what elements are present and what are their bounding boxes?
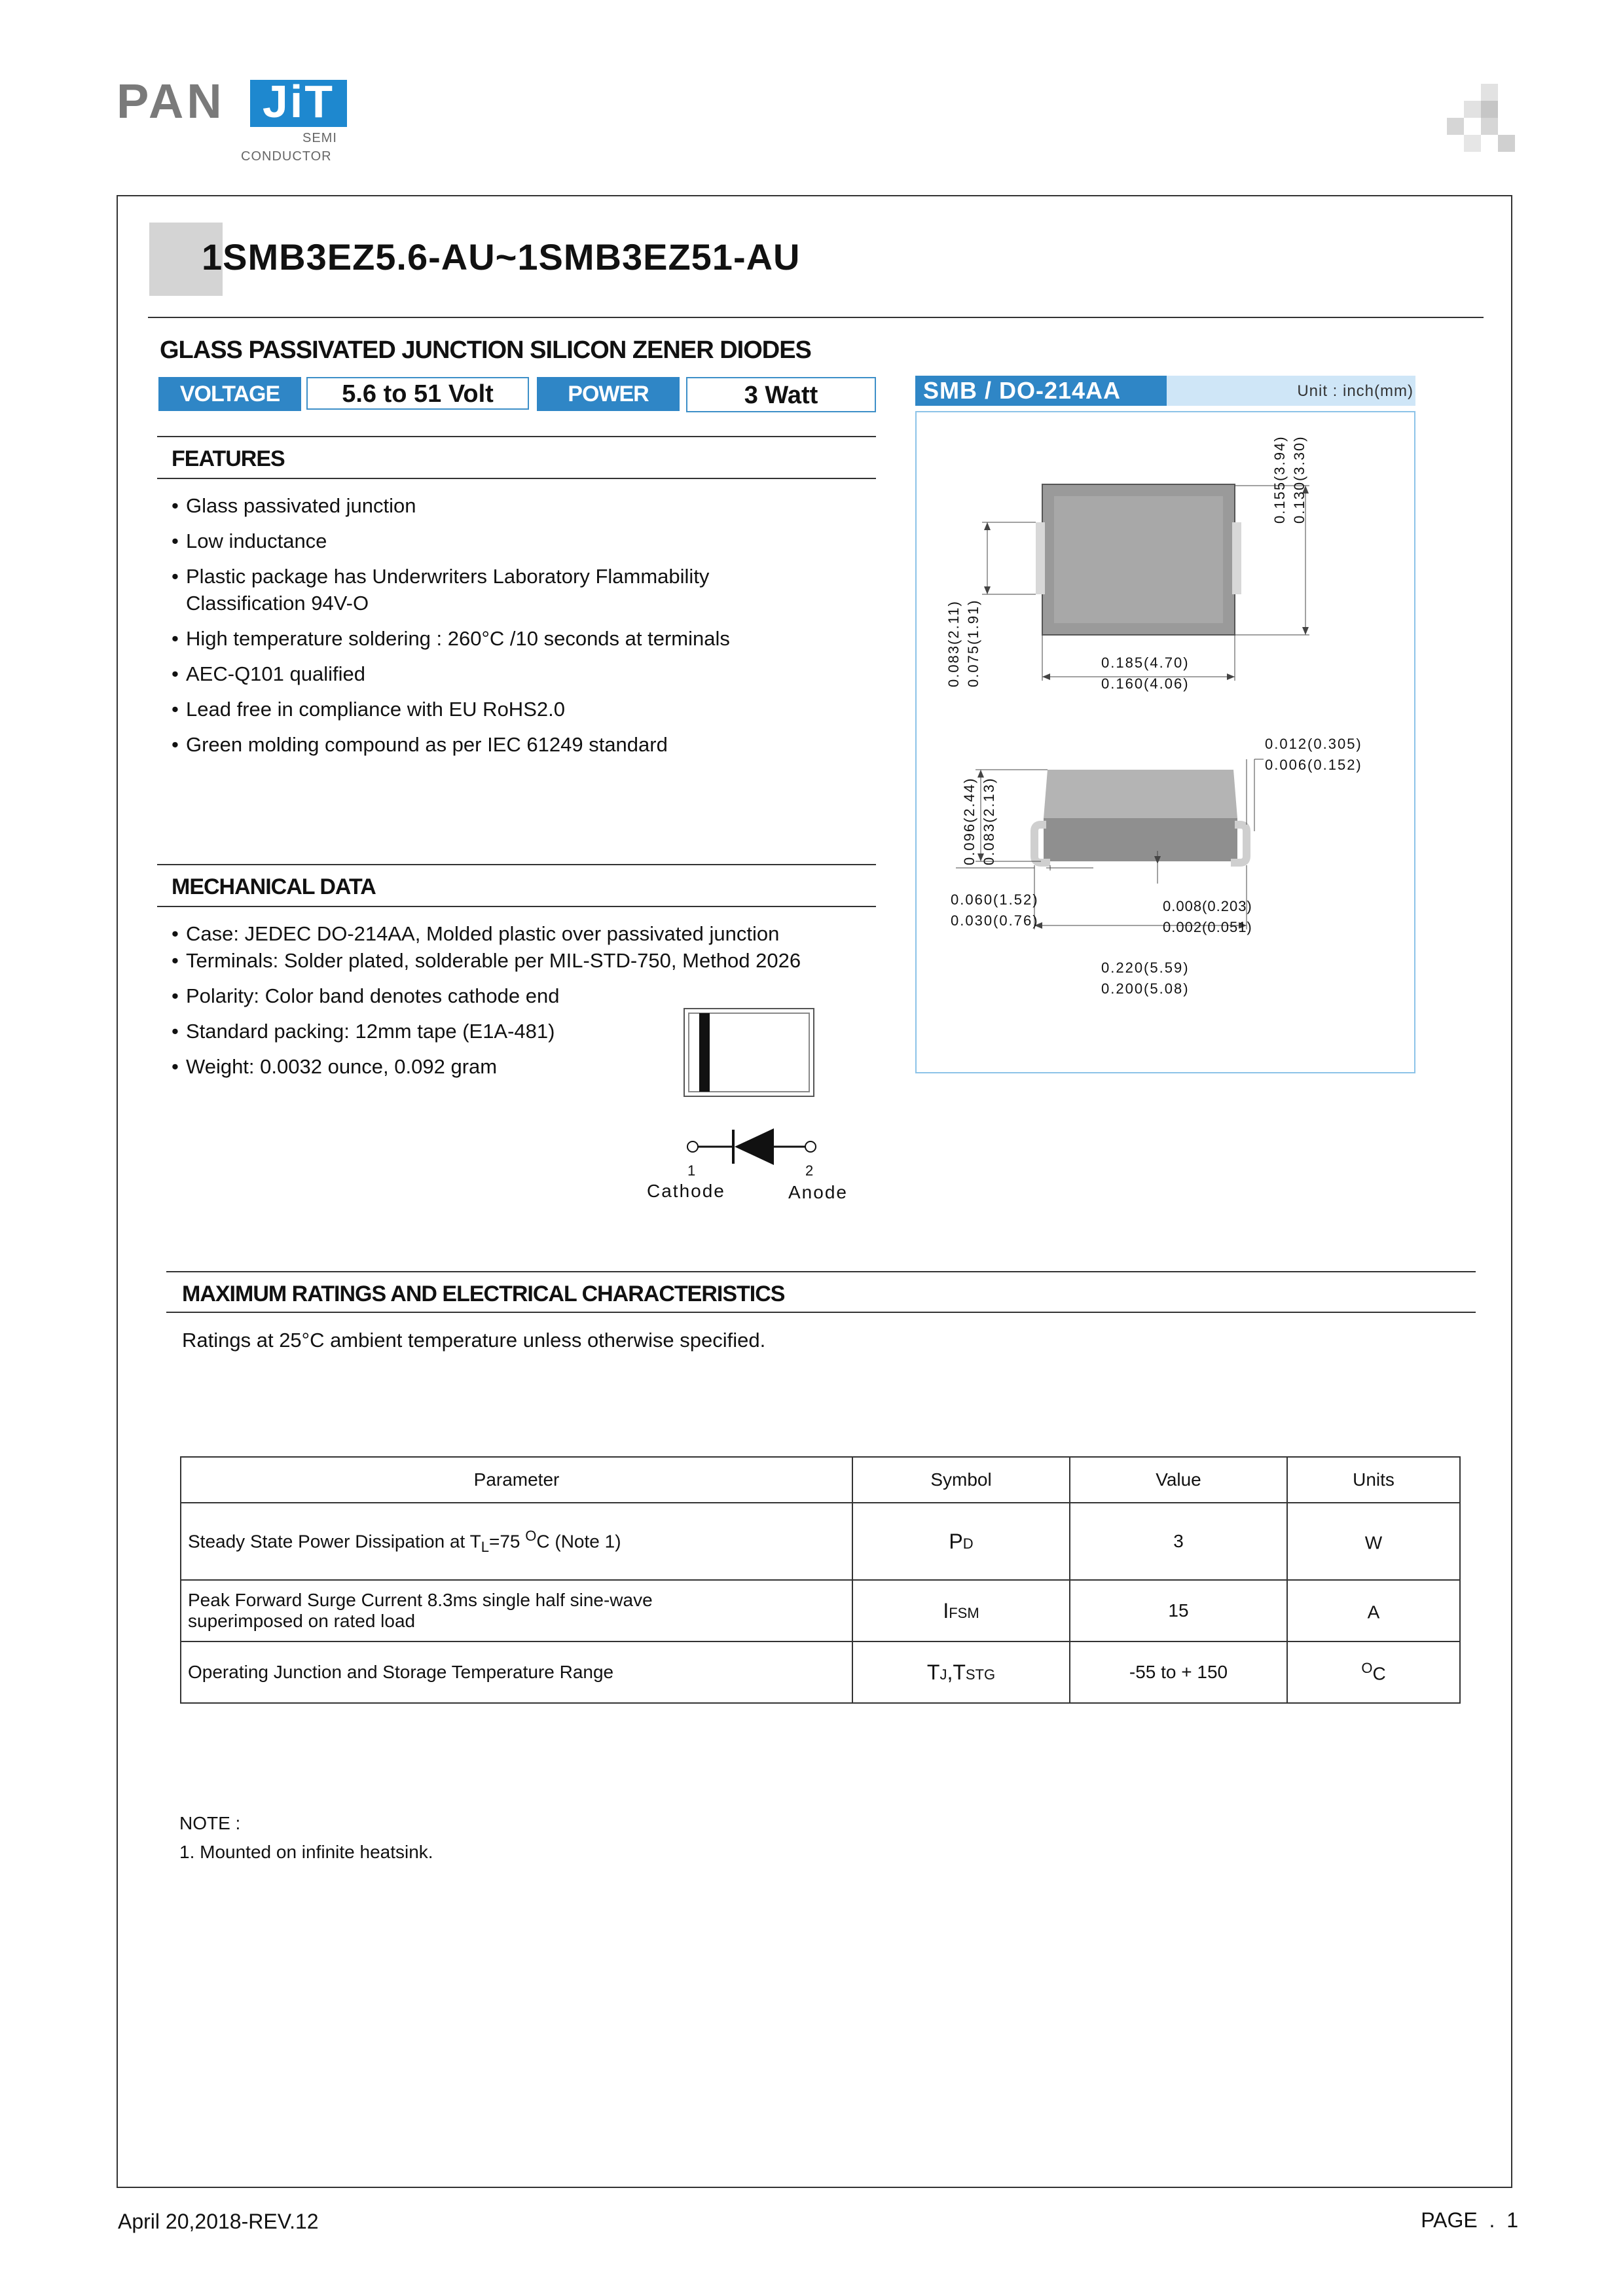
table-row [181,1580,1460,1641]
mechanical-item: • Standard packing: 12mm tape (E1A-481) [172,1018,892,1045]
mechanical-item: • Polarity: Color band denotes cathode end [172,982,892,1009]
dim-tab-min: 0.075(1.91) [965,599,981,687]
header-parameter: Parameter [181,1457,852,1503]
power-label: POWER [537,377,680,411]
dim-tab-max: 0.083(2.11) [945,600,962,687]
pin2-label: 2 [805,1162,814,1179]
dim-body-height-max: 0.096(2.44) [961,777,977,865]
pin1-label: 1 [687,1162,696,1179]
polarity-band-illustration [684,1008,817,1100]
power-value: 3 Watt [686,377,876,412]
table-row [181,1503,1460,1580]
ratings-note: Ratings at 25°C ambient temperature unless otherwise specified. [182,1329,766,1352]
dim-lead-length-max: 0.060(1.52) [951,891,1039,908]
logo-pan-text: PAN [117,74,225,128]
logo-semi-text: SEMI [302,131,337,145]
subtitle: GLASS PASSIVATED JUNCTION SILICON ZENER DIODES [160,336,811,364]
package-unit: Unit : inch(mm) [1297,382,1413,400]
anode-label: Anode [788,1182,848,1202]
mechanical-item: • Case: JEDEC DO-214AA, Molded plastic over passivated junction [172,920,892,947]
feature-item: • Plastic package has Underwriters Laboratory Flammability Classification 94V-O [172,563,775,617]
row-value: -55 to + 150 [1070,1641,1287,1703]
row-symbol: IFSM [852,1580,1070,1641]
row-unit: A [1287,1580,1460,1641]
dim-width-min: 0.160(4.06) [1101,675,1190,692]
mechanical-rule-top [157,864,876,865]
dim-height-min: 0.130(3.30) [1291,435,1307,524]
ratings-rule-bottom [166,1312,1476,1313]
features-heading: FEATURES [172,446,285,471]
voltage-value: 5.6 to 51 Volt [306,377,529,410]
mechanical-item: • Weight: 0.0032 ounce, 0.092 gram [172,1053,892,1080]
cathode-label: Cathode [647,1181,725,1201]
note-item: 1. Mounted on infinite heatsink. [179,1842,433,1862]
header-value: Value [1070,1457,1287,1503]
logo-jit-text: JiT [262,76,335,127]
row-parameter: Peak Forward Surge Current 8.3ms single half sine-wave superimposed on rated load [181,1580,852,1641]
dim-overall-max: 0.220(5.59) [1101,960,1190,976]
dim-width-max: 0.185(4.70) [1101,655,1190,671]
dim-standoff-max: 0.008(0.203) [1163,898,1252,914]
table-row [181,1641,1460,1703]
row-value: 3 [1070,1503,1287,1580]
feature-item: • High temperature soldering : 260°C /10 seconds at terminals [172,625,866,652]
feature-item: • Low inductance [172,528,866,554]
features-rule-bottom [157,478,876,479]
table-header-row [181,1457,1460,1503]
row-value: 15 [1070,1580,1287,1641]
logo-conductor-text: CONDUCTOR [241,149,332,164]
mechanical-heading: MECHANICAL DATA [172,874,376,899]
feature-item: • Glass passivated junction [172,492,866,519]
row-unit: $^O$C [1287,1641,1460,1703]
package-name: SMB / DO-214AA [915,376,1167,406]
dim-body-height-min: 0.083(2.13) [981,777,997,865]
row-symbol: PD [852,1503,1070,1580]
ratings-rule-top [166,1271,1476,1272]
features-rule-top [157,436,876,437]
title-divider [148,317,1484,318]
page-title: 1SMB3EZ5.6-AU~1SMB3EZ51-AU [202,236,801,278]
voltage-label: VOLTAGE [158,377,301,411]
footer-page: PAGE . 1 [1421,2208,1518,2232]
diode-symbol-icon [681,1119,825,1185]
row-parameter: Operating Junction and Storage Temperature Range [181,1641,852,1703]
row-symbol: TJ,TSTG [852,1641,1070,1703]
mechanical-rule-bottom [157,906,876,907]
feature-item: • Green molding compound as per IEC 61249 standard [172,731,866,758]
note-heading: NOTE : [179,1813,241,1833]
row-unit: W [1287,1503,1460,1580]
dim-lead-thickness-max: 0.012(0.305) [1265,736,1362,752]
header-symbol: Symbol [852,1457,1070,1503]
feature-item: • AEC-Q101 qualified [172,660,866,687]
feature-item: • Lead free in compliance with EU RoHS2.0 [172,696,866,723]
features-list [172,492,866,758]
dim-lead-length-min: 0.030(0.76) [951,912,1039,929]
dim-lead-thickness-min: 0.006(0.152) [1265,757,1362,773]
footer-date: April 20,2018-REV.12 [118,2210,319,2233]
ratings-heading: MAXIMUM RATINGS AND ELECTRICAL CHARACTERISTICS [182,1282,785,1306]
ratings-table [180,1456,1461,1704]
dim-height-max: 0.155(3.94) [1271,435,1288,524]
dim-standoff-min: 0.002(0.051) [1163,919,1252,935]
mechanical-item: • Terminals: Solder plated, solderable per MIL-STD-750, Method 2026 [172,947,892,974]
header-units: Units [1287,1457,1460,1503]
dim-overall-min: 0.200(5.08) [1101,980,1190,997]
row-parameter: Steady State Power Dissipation at $T_L=75$ $^O$C (Note 1) [181,1503,852,1580]
